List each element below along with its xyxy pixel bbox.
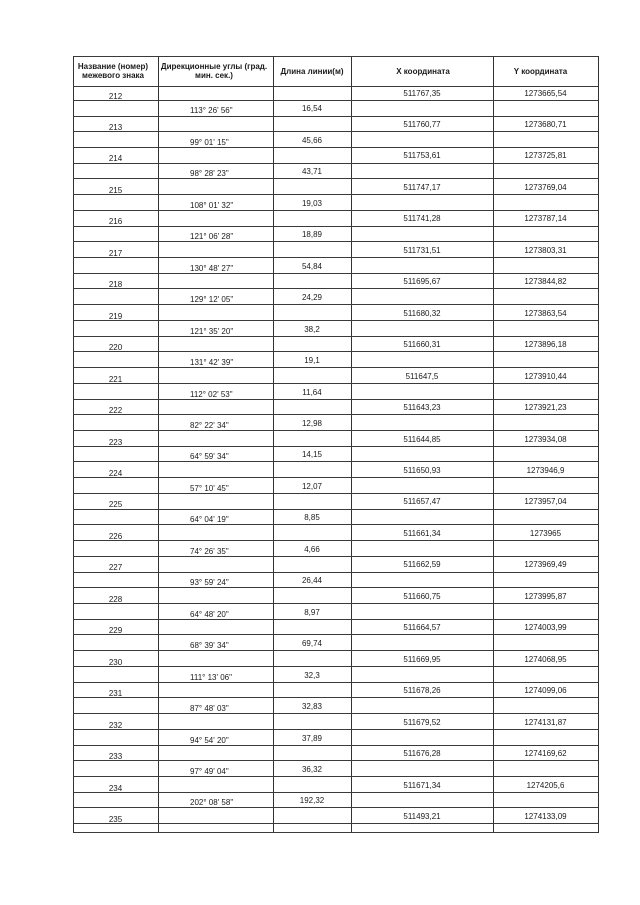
header-angle bbox=[159, 56, 269, 86]
point-y-coordinate: 1274068,95 bbox=[524, 654, 567, 664]
point-x-coordinate: 511657,47 bbox=[403, 497, 441, 507]
segment-angle: 68° 39' 34" bbox=[190, 641, 229, 651]
row-rule bbox=[73, 587, 598, 588]
row-rule bbox=[73, 210, 598, 211]
segment-angle: 94° 54' 20" bbox=[190, 735, 229, 745]
segment-length: 69,74 bbox=[301, 639, 323, 649]
segment-angle: 108° 01' 32" bbox=[190, 200, 234, 210]
point-name: 213 bbox=[108, 123, 123, 132]
point-x-coordinate: 511731,51 bbox=[403, 245, 441, 255]
segment-length: 18,89 bbox=[301, 230, 323, 240]
row-rule bbox=[73, 650, 598, 651]
column-rule bbox=[351, 56, 352, 833]
row-rule bbox=[73, 807, 598, 808]
point-y-coordinate: 1273921,23 bbox=[524, 403, 567, 412]
segment-length: 32,3 bbox=[304, 670, 320, 680]
point-y-coordinate: 1273863,54 bbox=[524, 308, 567, 318]
segment-length: 12,98 bbox=[301, 419, 323, 428]
point-y-coordinate: 1274133,09 bbox=[524, 811, 567, 821]
segment-angle: 98° 28' 23" bbox=[190, 169, 229, 179]
segment-angle: 87° 48' 03" bbox=[190, 704, 229, 713]
segment-length: 24,29 bbox=[301, 293, 323, 303]
header-name-text: Название (номер) межевого знака bbox=[77, 62, 149, 80]
segment-length: 12,07 bbox=[301, 481, 323, 491]
point-name: 231 bbox=[108, 689, 123, 699]
point-name: 226 bbox=[108, 531, 123, 541]
header-angle-text: Дирекционные углы (град. мин. сек.) bbox=[160, 62, 268, 80]
column-rule bbox=[598, 56, 599, 833]
segment-length: 14,15 bbox=[301, 450, 323, 460]
point-y-coordinate: 1273995,87 bbox=[524, 591, 567, 601]
point-x-coordinate: 511767,35 bbox=[403, 88, 441, 98]
point-name: 229 bbox=[108, 626, 123, 636]
point-y-coordinate: 1274205,6 bbox=[526, 780, 565, 790]
point-name: 218 bbox=[108, 280, 123, 290]
point-y-coordinate: 1273896,18 bbox=[524, 340, 567, 350]
row-rule bbox=[73, 682, 598, 683]
row-rule bbox=[73, 745, 598, 746]
row-rule bbox=[73, 147, 598, 148]
header-y-text: Y координата bbox=[513, 66, 568, 76]
segment-length: 4,66 bbox=[304, 544, 320, 554]
point-name: 234 bbox=[108, 783, 123, 793]
segment-angle: 64° 04' 19" bbox=[190, 515, 229, 525]
header-name bbox=[73, 56, 153, 86]
segment-angle: 113° 26' 56" bbox=[190, 106, 233, 116]
segment-angle: 97° 49' 04" bbox=[190, 766, 229, 776]
segment-angle: 130° 48' 27" bbox=[190, 263, 234, 273]
header-length bbox=[271, 56, 353, 86]
segment-angle: 82° 22' 34" bbox=[190, 421, 229, 430]
point-name: 216 bbox=[108, 217, 123, 227]
point-name: 220 bbox=[108, 343, 123, 353]
row-rule bbox=[73, 776, 598, 777]
segment-length: 26,44 bbox=[301, 576, 323, 586]
point-y-coordinate: 1274099,06 bbox=[524, 686, 567, 696]
point-x-coordinate: 511680,32 bbox=[403, 308, 441, 318]
segment-angle: 57° 10' 45" bbox=[190, 483, 229, 493]
point-name: 212 bbox=[108, 91, 123, 101]
point-x-coordinate: 511643,23 bbox=[403, 403, 441, 412]
point-x-coordinate: 511662,59 bbox=[403, 560, 441, 570]
segment-length: 38,2 bbox=[304, 324, 320, 334]
point-x-coordinate: 511669,95 bbox=[403, 654, 441, 664]
segment-length: 8,85 bbox=[304, 513, 320, 523]
point-name: 233 bbox=[108, 752, 123, 761]
segment-length: 45,66 bbox=[301, 135, 323, 145]
column-rule bbox=[493, 56, 494, 833]
point-name: 235 bbox=[108, 814, 123, 824]
point-x-coordinate: 511695,67 bbox=[403, 277, 441, 287]
header-x-text: X координата bbox=[396, 66, 450, 76]
point-y-coordinate: 1273803,31 bbox=[524, 245, 567, 255]
segment-length: 54,84 bbox=[301, 261, 323, 271]
segment-angle: 74° 26' 35" bbox=[190, 546, 229, 556]
header-rule bbox=[73, 86, 598, 87]
point-x-coordinate: 511676,28 bbox=[403, 749, 441, 758]
row-rule bbox=[73, 241, 598, 242]
segment-angle: 64° 59' 34" bbox=[190, 452, 229, 462]
column-rule bbox=[158, 56, 159, 833]
point-y-coordinate: 1274003,99 bbox=[524, 623, 567, 633]
point-name: 225 bbox=[108, 500, 123, 510]
point-x-coordinate: 511741,28 bbox=[403, 214, 441, 224]
point-name: 228 bbox=[108, 594, 123, 604]
segment-angle: 64° 48' 20" bbox=[190, 609, 229, 619]
point-x-coordinate: 511660,31 bbox=[403, 340, 441, 350]
point-y-coordinate: 1273844,82 bbox=[524, 277, 567, 287]
point-name: 217 bbox=[108, 248, 123, 258]
row-rule bbox=[73, 713, 598, 714]
point-name: 224 bbox=[108, 468, 123, 478]
header-y bbox=[483, 56, 598, 86]
segment-angle: 121° 35' 20" bbox=[190, 326, 234, 336]
segment-angle: 121° 06' 28" bbox=[190, 232, 234, 242]
point-x-coordinate: 511664,57 bbox=[403, 623, 441, 633]
segment-length: 43,71 bbox=[301, 167, 323, 177]
segment-length: 19,1 bbox=[304, 356, 320, 366]
point-name: 232 bbox=[108, 720, 123, 730]
segment-angle: 131° 42' 39" bbox=[190, 358, 234, 368]
point-name: 219 bbox=[108, 311, 123, 321]
point-y-coordinate: 1273969,49 bbox=[524, 560, 567, 570]
segment-angle: 99° 01' 15" bbox=[190, 137, 229, 147]
point-x-coordinate: 511647,5 bbox=[405, 371, 439, 381]
point-y-coordinate: 1273769,04 bbox=[524, 182, 567, 192]
point-x-coordinate: 511747,17 bbox=[403, 182, 441, 192]
segment-length: 36,32 bbox=[301, 764, 323, 774]
point-name: 214 bbox=[108, 154, 123, 164]
point-x-coordinate: 511753,61 bbox=[403, 151, 441, 161]
point-y-coordinate: 1274169,62 bbox=[524, 749, 567, 758]
point-name: 215 bbox=[108, 185, 123, 195]
header-length-text: Длина линии(м) bbox=[280, 66, 344, 76]
point-y-coordinate: 1273665,54 bbox=[524, 88, 567, 98]
segment-angle: 111° 13' 06" bbox=[190, 672, 232, 682]
segment-length: 16,54 bbox=[301, 104, 323, 114]
segment-length: 19,03 bbox=[301, 198, 323, 208]
boundary-points-table bbox=[73, 56, 598, 833]
segment-angle: 202° 08' 58" bbox=[190, 798, 234, 808]
row-rule bbox=[73, 273, 598, 274]
point-name: 230 bbox=[108, 657, 123, 667]
point-x-coordinate: 511678,26 bbox=[403, 686, 441, 696]
point-y-coordinate: 1273934,08 bbox=[524, 434, 567, 444]
segment-length: 192,32 bbox=[299, 796, 325, 806]
point-x-coordinate: 511760,77 bbox=[403, 120, 441, 129]
point-x-coordinate: 511650,93 bbox=[403, 465, 441, 475]
point-y-coordinate: 1273946,9 bbox=[526, 465, 565, 475]
row-rule bbox=[73, 524, 598, 525]
row-rule bbox=[73, 336, 598, 337]
row-rule bbox=[73, 461, 598, 462]
point-name: 227 bbox=[108, 563, 123, 573]
row-rule bbox=[73, 116, 598, 117]
segment-angle: 112° 02' 53" bbox=[190, 389, 233, 399]
header-x bbox=[363, 56, 483, 86]
point-name: 221 bbox=[108, 374, 123, 384]
segment-length: 11,64 bbox=[302, 387, 322, 397]
point-x-coordinate: 511661,34 bbox=[403, 528, 441, 538]
point-y-coordinate: 1273957,04 bbox=[524, 497, 567, 507]
point-y-coordinate: 1273787,14 bbox=[524, 214, 567, 224]
point-y-coordinate: 1273965 bbox=[529, 528, 562, 538]
point-x-coordinate: 511671,34 bbox=[403, 780, 441, 790]
segment-length: 8,97 bbox=[304, 607, 320, 617]
segment-length: 32,83 bbox=[301, 702, 323, 711]
point-x-coordinate: 511679,52 bbox=[403, 717, 441, 727]
point-x-coordinate: 511493,21 bbox=[403, 811, 441, 821]
point-name: 223 bbox=[108, 437, 123, 447]
top-rule bbox=[73, 56, 598, 57]
row-rule bbox=[73, 399, 598, 400]
row-rule bbox=[73, 493, 598, 494]
row-rule bbox=[73, 367, 598, 368]
point-x-coordinate: 511644,85 bbox=[403, 434, 441, 444]
point-y-coordinate: 1273680,71 bbox=[524, 120, 567, 129]
segment-length: 37,89 bbox=[301, 733, 323, 743]
point-y-coordinate: 1273725,81 bbox=[524, 151, 567, 161]
point-y-coordinate: 1274131,87 bbox=[524, 717, 567, 727]
bottom-rule bbox=[73, 832, 598, 833]
row-rule bbox=[73, 304, 598, 305]
point-x-coordinate: 511660,75 bbox=[403, 591, 441, 601]
segment-angle: 93° 59' 24" bbox=[190, 578, 229, 588]
row-rule bbox=[73, 619, 598, 620]
row-rule bbox=[73, 178, 598, 179]
row-rule bbox=[73, 430, 598, 431]
segment-angle: 129° 12' 05" bbox=[190, 295, 234, 305]
point-name: 222 bbox=[108, 406, 123, 415]
row-rule bbox=[73, 556, 598, 557]
point-y-coordinate: 1273910,44 bbox=[524, 371, 567, 381]
